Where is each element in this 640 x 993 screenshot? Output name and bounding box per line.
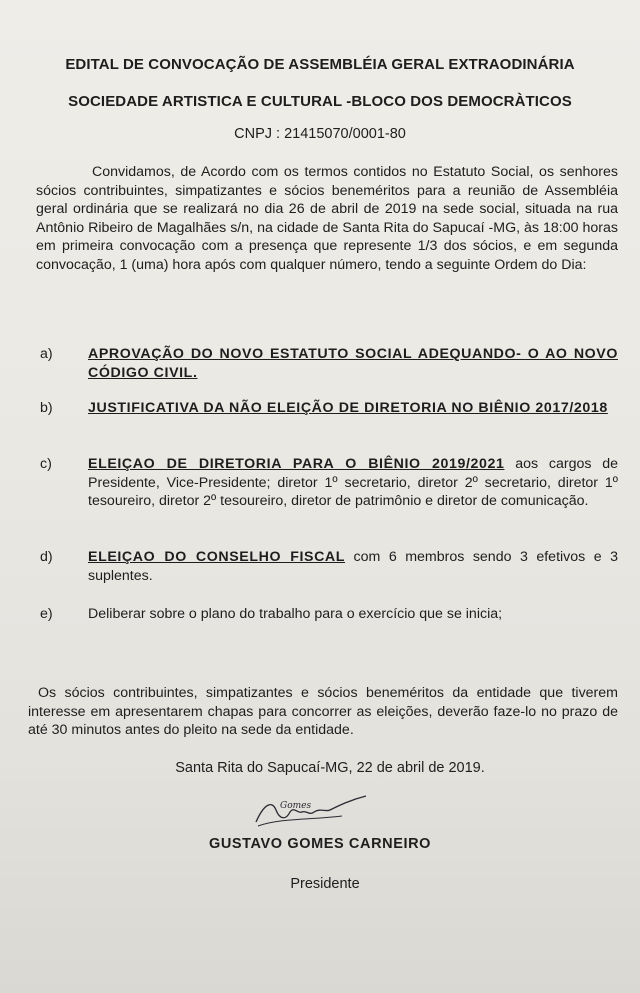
signature-image	[250, 790, 370, 830]
agenda-item-a	[40, 345, 618, 382]
signer-name: GUSTAVO GOMES CARNEIRO	[208, 836, 432, 852]
agenda-letter: b)	[40, 400, 53, 416]
agenda-letter: d)	[40, 549, 53, 565]
agenda-bold-text: APROVAÇÃO DO NOVO ESTATUTO SOCIAL ADEQUANDO- O AO NOVO CÓDIGO CIVIL.	[88, 346, 618, 381]
agenda-item-d	[40, 548, 618, 585]
closing-paragraph	[28, 684, 618, 740]
agenda-bold-text: ELEIÇAO DE DIRETORIA PARA O BIÊNIO 2019/2021	[88, 456, 505, 472]
agenda-letter: a)	[40, 346, 53, 362]
place-and-date: Santa Rita do Sapucaí-MG, 22 de abril de 2019.	[175, 760, 485, 776]
agenda-item-b	[40, 399, 618, 418]
agenda-bold-text: JUSTIFICATIVA DA NÃO ELEIÇÃO DE DIRETORIA NO BIÊNIO 2017/2018	[88, 400, 608, 416]
intro-paragraph	[36, 163, 618, 274]
closing-text: Os sócios contribuintes, simpatizantes e sócios beneméritos da entidade que tiverem interesse em apresentarem chapas para concorrer as eleições, deverão faze-lo no prazo de até 30 minutos antes do pleito na sede da entidade.	[28, 685, 618, 738]
intro-text: Convidamos, de Acordo com os termos contidos no Estatuto Social, os senhores sócios contribuintes, simpatizantes e sócios beneméritos para a reunião de Assembléia geral ordinária que se realizará no dia 26 de abril de 2019 na sede social, situada na rua Antônio Ribeiro de Magalhães s/n, na cidade de Santa Rita do Sapucaí -MG, às 18:00 horas em primeira convocação com a presença que represente 1/3 dos sócios, e em segunda convocação, 1 (uma) hora após com qualquer número, tendo a seguinte Ordem do Dia:	[36, 164, 618, 273]
agenda-text: com 6 membros sendo 3 efetivos e 3 suplentes.	[88, 549, 618, 584]
signer-role: Presidente	[290, 876, 360, 892]
agenda-text: aos cargos de Presidente, Vice-Presidente; diretor 1º secretario, diretor 2º secretario, diretor 1º tesoureiro, diretor 2º tesoureiro, diretor de patrimônio e diretor de comunicação.	[88, 456, 618, 509]
agenda-letter: e)	[40, 606, 53, 622]
cnpj-line: CNPJ : 21415070/0001-80	[234, 126, 406, 142]
signature-text: Gomes	[280, 801, 312, 811]
document-title: EDITAL DE CONVOCAÇÃO DE ASSEMBLÉIA GERAL EXTRAODINÁRIA	[65, 56, 575, 73]
agenda-item-c	[40, 455, 618, 511]
agenda-text: Deliberar sobre o plano do trabalho para o exercício que se inicia;	[88, 606, 503, 622]
agenda-bold-text: ELEIÇAO DO CONSELHO FISCAL	[88, 549, 346, 565]
organization-name: SOCIEDADE ARTISTICA E CULTURAL -BLOCO DOS DEMOCRÀTICOS	[68, 93, 572, 110]
agenda-letter: c)	[40, 456, 52, 472]
agenda-item-e	[40, 605, 618, 624]
